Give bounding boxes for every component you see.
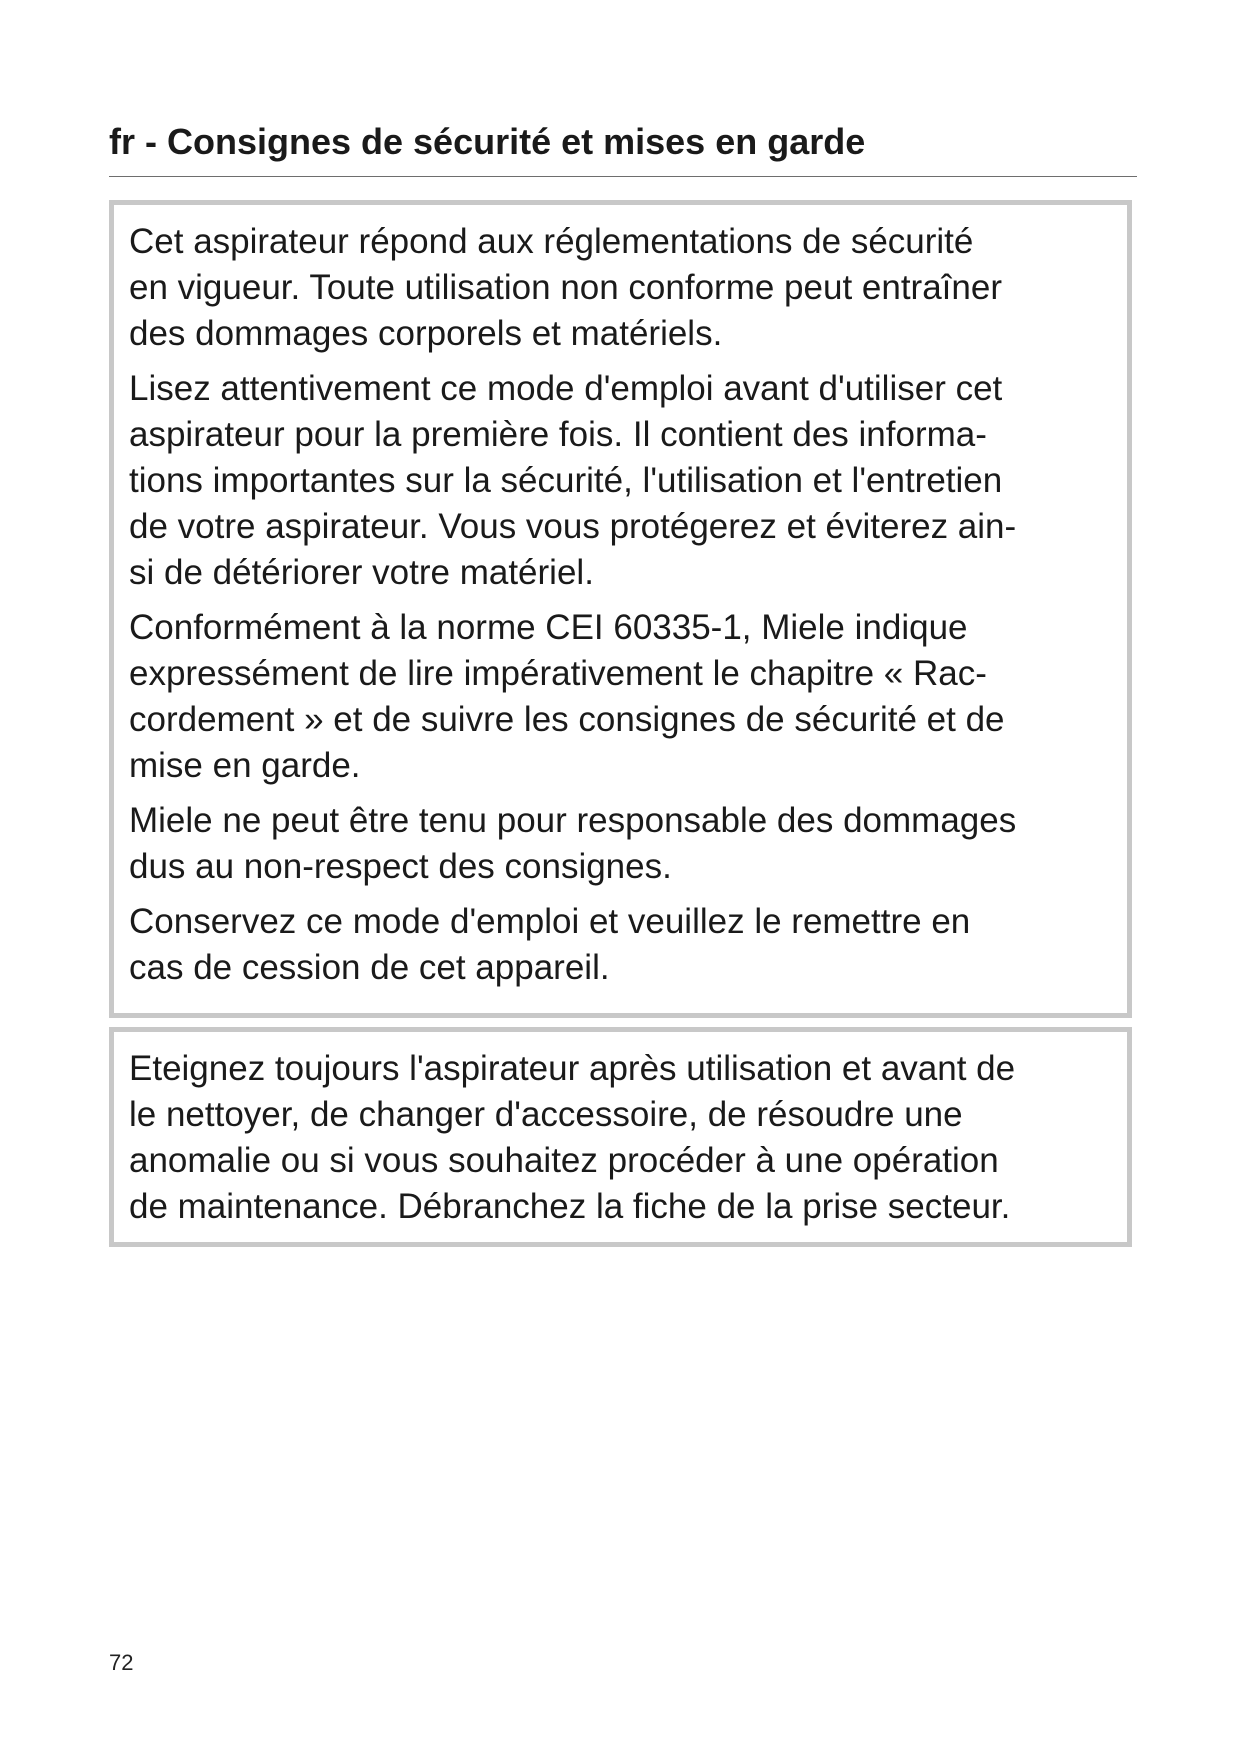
intro-paragraph-compliance: Cet aspirateur répond aux réglementations de sécurité en vigueur. Toute utilisation non conforme peut entraîner des dommages corporels et matériels. (129, 222, 1002, 353)
intro-paragraph-liability: Miele ne peut être tenu pour responsable des dommages dus au non-respect des consignes. (129, 801, 1017, 886)
intro-paragraph-read-manual: Lisez attentivement ce mode d'emploi avant d'utiliser cet aspirateur pour la première fois. Il contient des informa- tions importantes sur la sécurité, l'utilisation et l'entretien de votre aspirateur. Vous vous protégerez et éviterez ain- si de détériorer votre matériel. (129, 369, 1017, 592)
page-header (109, 118, 1137, 177)
power-off-paragraph: Eteignez toujours l'aspirateur après utilisation et avant de le nettoyer, de changer d'accessoire, de résoudre une anomalie ou si vous souhaitez procéder à une opération de maintenance. Débranchez la fiche de la prise secteur. (129, 1049, 1016, 1226)
power-off-warning-box (109, 1027, 1132, 1247)
intro-paragraph-keep-manual: Conservez ce mode d'emploi et veuillez le remettre en cas de cession de cet appareil. (129, 902, 971, 987)
intro-paragraph-iec-norm: Conformément à la norme CEI 60335-1, Miele indique expressément de lire impérativement le chapitre « Rac- cordement » et de suivre les consignes de sécurité et de mise en garde. (129, 608, 1005, 785)
safety-intro-box (109, 200, 1132, 1018)
page-title: fr - Consignes de sécurité et mises en garde (109, 121, 866, 162)
title-divider (109, 176, 1137, 177)
page-number: 72 (109, 1650, 134, 1675)
